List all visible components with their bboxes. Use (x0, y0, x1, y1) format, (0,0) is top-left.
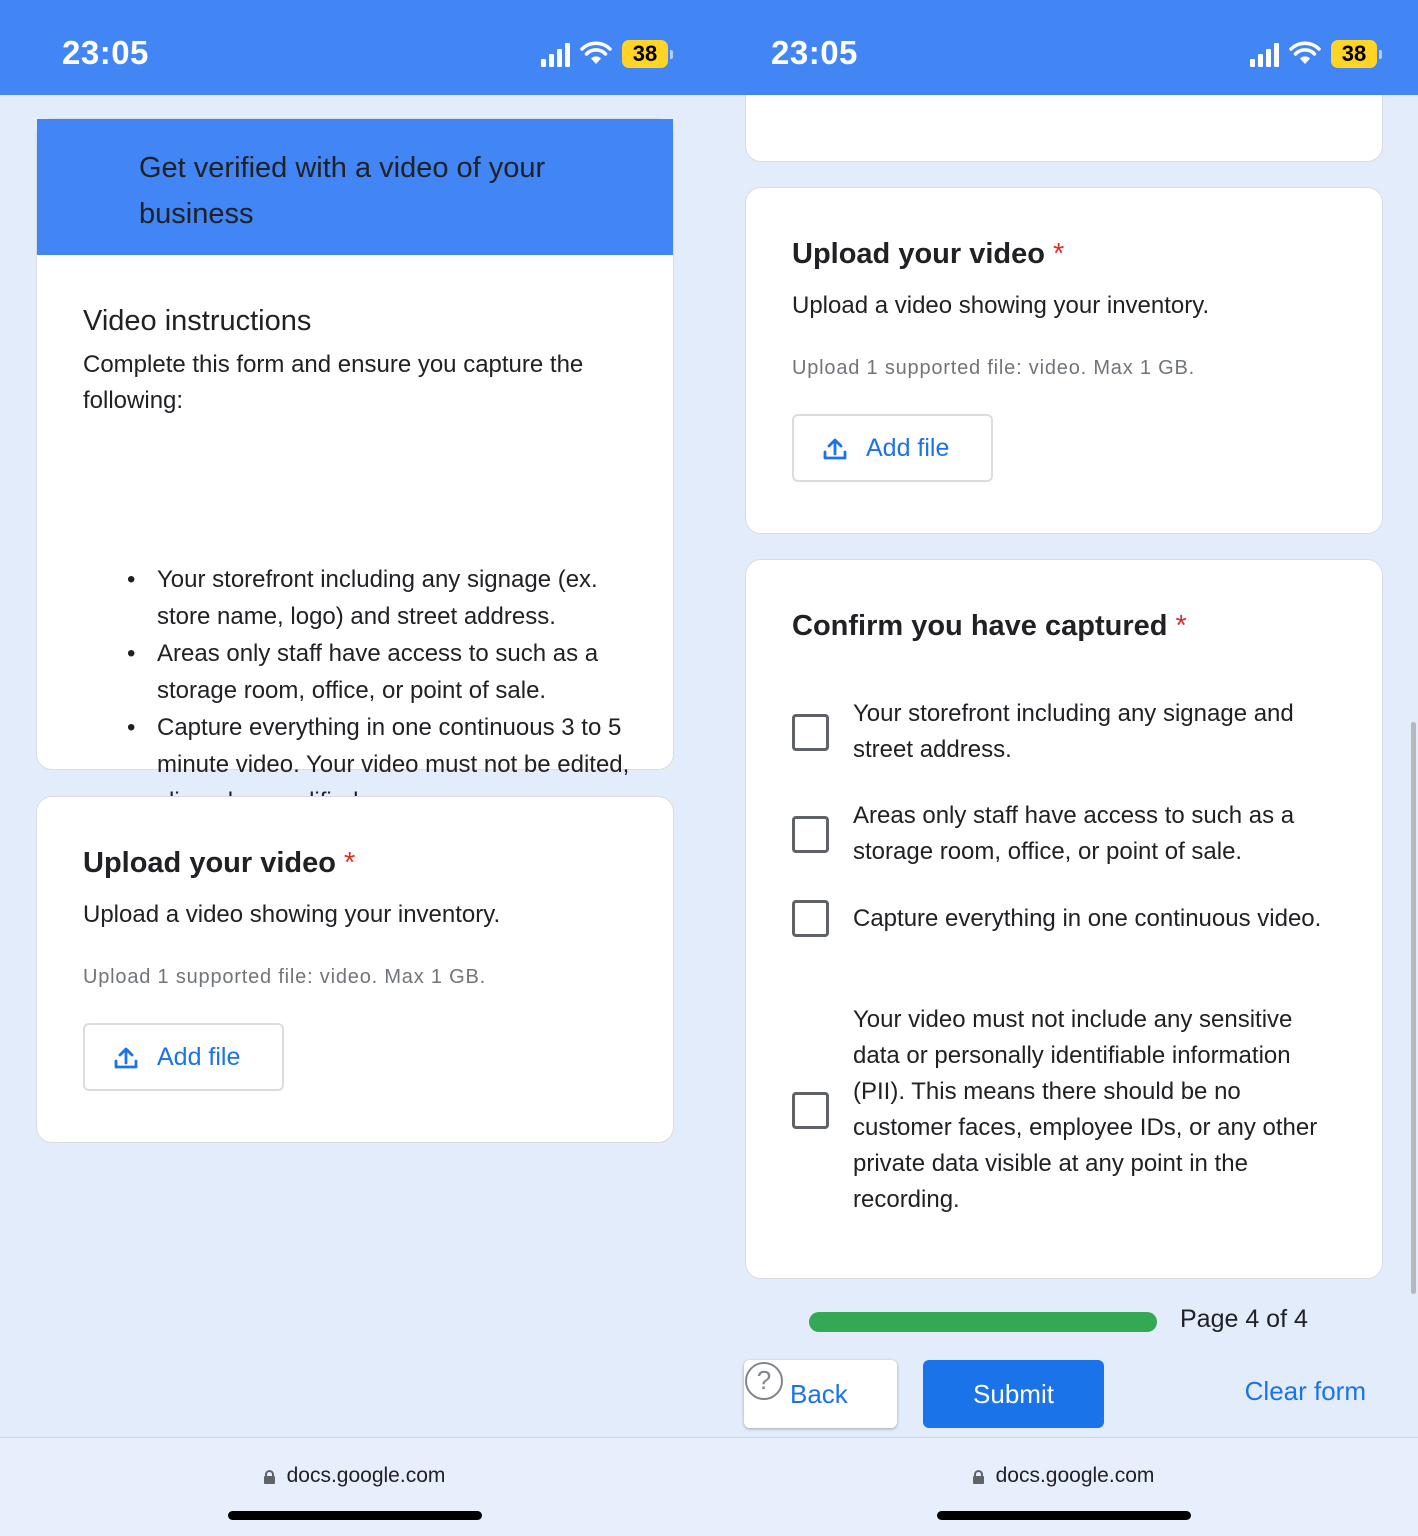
instructions-list (157, 561, 647, 820)
url-text: docs.google.com (995, 1464, 1155, 1487)
checkbox-label[interactable]: Your video must not include any sensitive data or personally identifiable information (PII). This means there should be no customer faces, employee IDs, or any other private data visible at any point in the recording. (853, 1006, 1318, 1213)
status-icons (1250, 40, 1382, 68)
right-screen (709, 0, 1418, 1536)
lock-icon (264, 1470, 275, 1483)
checkbox-label[interactable]: Your storefront including any signage and street address. (853, 700, 1294, 763)
signal-icon (541, 41, 570, 67)
wifi-icon (580, 42, 612, 66)
question-description: Upload a video showing your inventory. (792, 292, 1210, 319)
checkbox[interactable] (792, 900, 829, 937)
upload-hint: Upload 1 supported file: video. Max 1 GB. (83, 966, 487, 988)
submit-button[interactable] (923, 1360, 1104, 1428)
required-mark: * (343, 847, 356, 879)
upload-icon (822, 435, 848, 461)
question-title: Confirm you have captured * (792, 610, 1187, 642)
signal-icon (1250, 41, 1279, 67)
question-title: Upload your video * (792, 238, 1065, 270)
required-mark: * (1175, 610, 1187, 642)
status-bar (0, 0, 709, 95)
upload-icon (113, 1044, 139, 1070)
help-icon[interactable]: ? (745, 1362, 783, 1400)
upload-question-card (36, 796, 674, 1143)
page-indicator: Page 4 of 4 (1180, 1305, 1308, 1333)
browser-bottom-bar (0, 1437, 709, 1536)
instructions-text: Complete this form and ensure you capture the following: (83, 351, 584, 414)
upload-hint: Upload 1 supported file: video. Max 1 GB. (792, 357, 1196, 379)
scrollbar[interactable] (1411, 722, 1416, 1294)
status-icons (541, 40, 673, 68)
checkbox-option[interactable] (792, 798, 1332, 870)
checkbox[interactable] (792, 1092, 829, 1129)
status-time: 23:05 (62, 34, 149, 71)
list-item: • Your storefront including any signage (ex. store name, logo) and street address. (157, 561, 647, 635)
add-file-label: Add file (866, 433, 950, 462)
checkbox-label[interactable]: Areas only staff have access to such as a storage room, office, or point of sale. (853, 802, 1295, 865)
back-label: Back (790, 1378, 848, 1409)
browser-bottom-bar (709, 1437, 1418, 1536)
submit-label: Submit (973, 1378, 1054, 1409)
status-time: 23:05 (771, 34, 858, 71)
instructions-title: Video instructions (83, 305, 312, 337)
checkbox-option[interactable] (792, 696, 1332, 768)
home-indicator[interactable] (228, 1511, 482, 1520)
form-header-card (36, 118, 674, 778)
add-file-label: Add file (157, 1042, 241, 1071)
battery-icon (622, 40, 673, 68)
add-file-button[interactable] (83, 1023, 284, 1091)
checkbox[interactable] (792, 714, 829, 751)
battery-level: 38 (1331, 40, 1377, 68)
confirm-question-card (745, 559, 1383, 1279)
question-description: Upload a video showing your inventory. (83, 901, 501, 928)
status-bar (709, 0, 1418, 95)
url-bar[interactable] (0, 1464, 709, 1488)
battery-level: 38 (622, 40, 668, 68)
battery-icon (1331, 40, 1382, 68)
url-bar[interactable] (709, 1464, 1418, 1488)
progress-fill (809, 1312, 1157, 1332)
form-title: Get verified with a video of your business (37, 119, 673, 255)
list-item: • Capture everything in one continuous 3 to 5 minute video. Your video must not be edited, (157, 709, 647, 820)
question-title: Upload your video * (83, 847, 356, 879)
home-indicator[interactable] (937, 1511, 1191, 1520)
add-file-button[interactable] (792, 414, 993, 482)
wifi-icon (1289, 42, 1321, 66)
upload-question-card (745, 187, 1383, 534)
required-mark: * (1052, 238, 1065, 270)
checkbox-label[interactable]: Capture everything in one continuous video. (853, 904, 1322, 932)
progress-bar (809, 1312, 1157, 1332)
checkbox[interactable] (792, 816, 829, 853)
list-item: • Areas only staff have access to such as a storage room, office, or point of sale. (157, 635, 647, 709)
lock-icon (973, 1470, 984, 1483)
checkbox-option[interactable] (792, 1002, 1332, 1218)
checkbox-option[interactable] (792, 900, 1332, 937)
clear-form-button[interactable]: Clear form (1244, 1376, 1366, 1406)
url-text: docs.google.com (286, 1464, 446, 1487)
